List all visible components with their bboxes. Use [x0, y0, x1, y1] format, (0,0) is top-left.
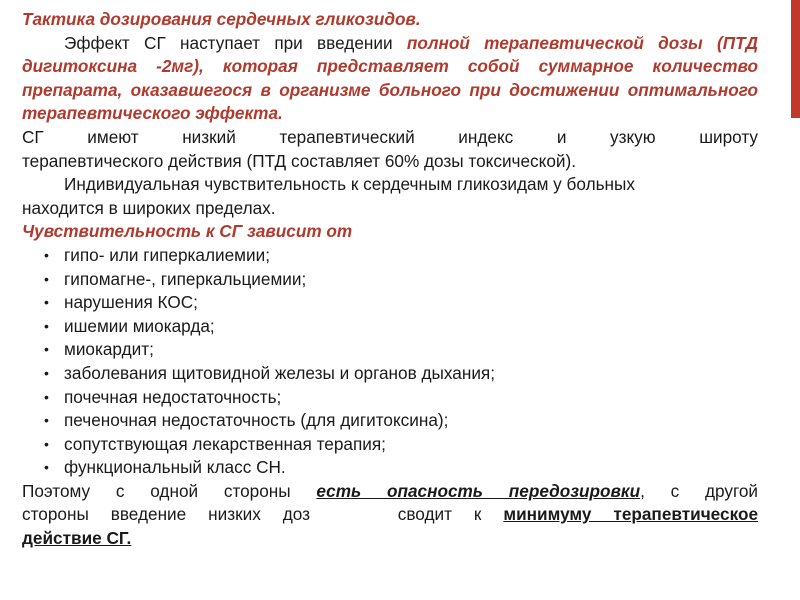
list-item [22, 409, 758, 433]
bullet-icon: • [44, 246, 49, 263]
list-item [22, 456, 758, 480]
list-item-text: гипомагне-, гиперкальциемии; [64, 268, 307, 289]
sensitivity-line-1: Индивидуальная чувствительность к сердечным гликозидам у больных [64, 174, 635, 195]
list-item [22, 362, 758, 386]
sensitivity-subtitle: Чувствительность к СГ зависит от [22, 221, 353, 242]
therapeutic-index-paragraph [22, 126, 758, 173]
conclusion-line-1-end: , с другой [640, 480, 758, 501]
list-item [22, 244, 758, 268]
list-item [22, 315, 758, 339]
bullet-icon: • [44, 435, 49, 452]
list-item-text: нарушения КОС; [64, 292, 198, 313]
bullet-icon: • [44, 317, 49, 334]
list-item [22, 291, 758, 315]
factors-list [22, 244, 758, 480]
overdose-risk-phrase: есть опасность передозировки [316, 480, 641, 501]
slide-content [22, 8, 758, 551]
list-item-text: заболевания щитовидной железы и органов дыхания; [64, 362, 496, 383]
conclusion-paragraph [22, 480, 758, 551]
conclusion-line-1 [22, 480, 758, 504]
therapeutic-index-line-1: СГ имеют низкий терапевтический индекс и узкую широту [22, 126, 758, 147]
effect-phrase-end: действие СГ. [22, 528, 132, 549]
bullet-icon: • [44, 270, 49, 287]
bullet-icon: • [44, 364, 49, 381]
list-item [22, 338, 758, 362]
list-item-text: сопутствующая лекарственная терапия; [64, 433, 386, 454]
bullet-icon: • [44, 412, 49, 429]
list-item [22, 386, 758, 410]
bullet-icon: • [44, 459, 49, 476]
sensitivity-line-2: находится в широких пределах. [22, 197, 276, 218]
sensitivity-paragraph [22, 173, 758, 220]
full-dose-definition: полной терапевтической дозы (ПТД дигитоксина -2мг), которая представляет собой суммарное количество препарата, оказавшегося в организме больного при достижении оптимального терапевтического эффекта. [22, 32, 758, 124]
conclusion-line-2 [22, 503, 758, 527]
accent-bar [791, 0, 800, 118]
full-dose-paragraph [22, 32, 758, 126]
bullet-icon: • [44, 341, 49, 358]
slide-title: Тактика дозирования сердечных гликозидов. [22, 9, 421, 29]
bullet-icon: • [44, 294, 49, 311]
list-item-text: ишемии миокарда; [64, 315, 215, 336]
full-dose-lead: Эффект СГ наступает при введении [64, 32, 407, 53]
list-item-text: функциональный класс СН. [64, 457, 286, 478]
list-item-text: печеночная недостаточность (для дигитоксина); [64, 410, 449, 431]
bullet-icon: • [44, 388, 49, 405]
conclusion-line-1-start: Поэтому с одной стороны [22, 480, 317, 501]
list-item-text: гипо- или гиперкалиемии; [64, 244, 270, 265]
conclusion-line-3 [22, 527, 758, 551]
list-item [22, 433, 758, 457]
conclusion-line-2-start: стороны введение низких доз сводит к [22, 504, 504, 525]
list-item-text: миокардит; [64, 339, 154, 360]
minimum-effect-phrase: минимуму терапевтическое [503, 504, 758, 525]
therapeutic-index-line-2: терапевтического действия (ПТД составляет 60% дозы токсической). [22, 150, 577, 171]
list-item [22, 268, 758, 292]
list-item-text: почечная недостаточность; [64, 386, 282, 407]
